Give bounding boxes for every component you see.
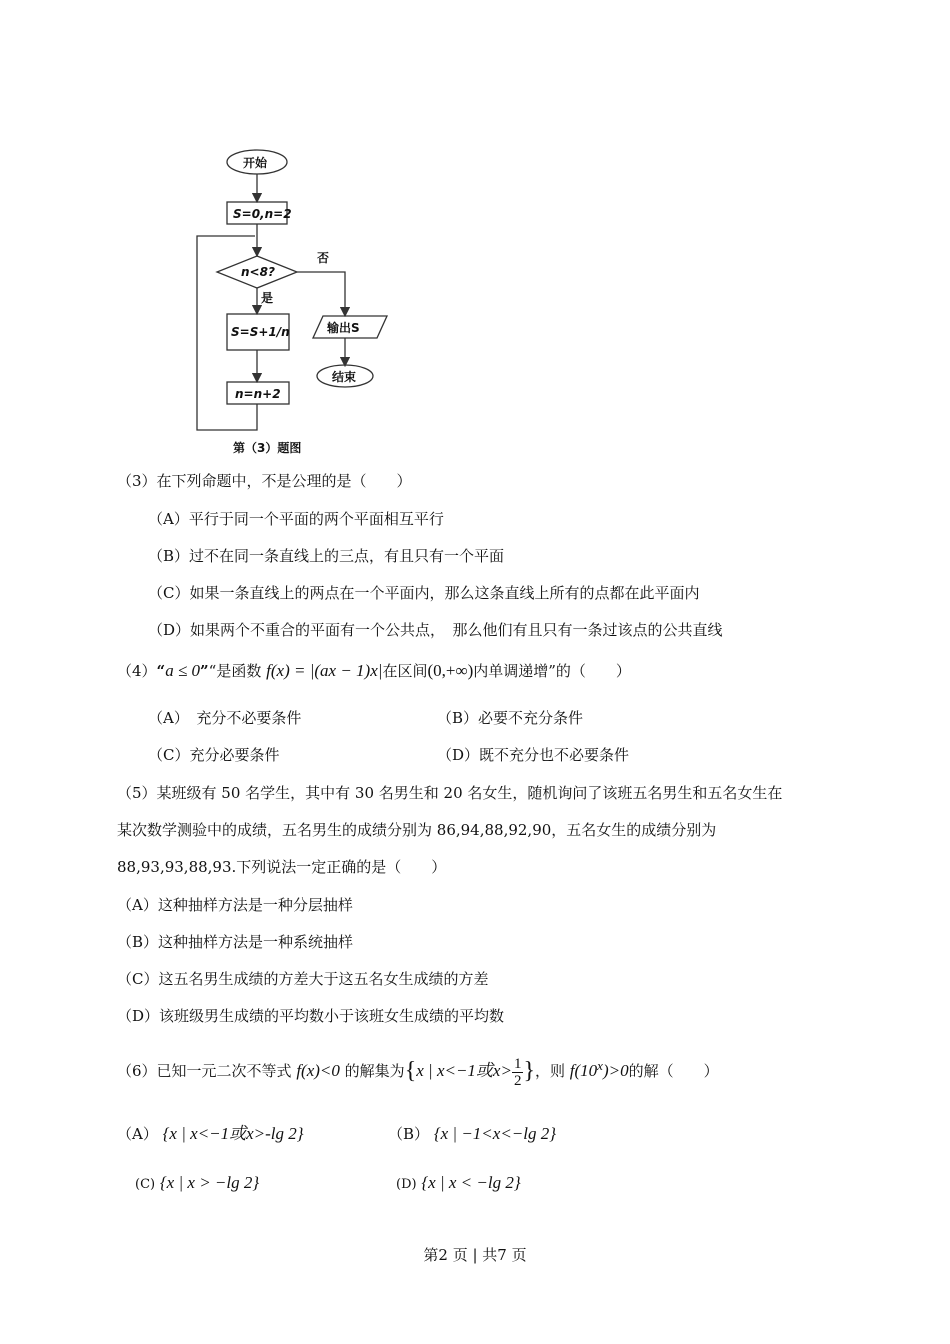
yes-label: 是 (261, 291, 274, 305)
q6-set: x | x<−1或x> (416, 1061, 512, 1080)
q5-option-a: （A）这种抽样方法是一种分层抽样 (117, 896, 353, 914)
q4-num: （4） (117, 662, 157, 680)
q6-fraction (512, 1056, 524, 1089)
q4-option-d: （D）既不充分也不必要条件 (437, 746, 630, 764)
q4-open-quote: “ (156, 662, 166, 680)
q4-close-quote: ” (200, 662, 209, 680)
q3-option-b: （B）过不在同一条直线上的三点，有且只有一个平面 (148, 547, 505, 565)
q6-stem-d: 的解（ ） (628, 1062, 719, 1080)
q3-stem: （3）在下列命题中，不是公理的是（ ） (117, 472, 412, 490)
q4-mid: “是函数 (208, 662, 262, 680)
output-label: 输出S (327, 321, 360, 335)
q6-frac-num: 1 (513, 1055, 522, 1072)
q3-option-d: （D）如果两个不重合的平面有一个公共点， 那么他们有且只有一条过该点的公共直线 (148, 621, 723, 639)
q5-option-b: （B）这种抽样方法是一种系统抽样 (117, 933, 354, 951)
cond-label: n<8? (241, 265, 275, 279)
no-label: 否 (317, 251, 330, 265)
q5-option-d: （D）该班级男生成绩的平均数小于该班女生成绩的平均数 (117, 1007, 505, 1025)
q4-tail: 内单调递增”的（ ） (473, 662, 631, 680)
q6-stem: （6）已知一元二次不等式 f(x)<0 的解集为{x | x<−1或x> $\frac{1}{2}$ }，则 $f(10^x)>0$的解（ ） (117, 1055, 719, 1089)
q6-stem-a: （6）已知一元二次不等式 (117, 1062, 292, 1080)
q4-func-body: (x) = |(ax − 1)x| (270, 661, 383, 680)
page-footer: 第2 页 | 共7 页 (423, 1246, 527, 1264)
q6-option-d (396, 1172, 521, 1196)
q6-d-label: (D) (396, 1177, 417, 1192)
flowchart-diagram (185, 140, 415, 460)
q6-c-set: {x | x > −lg 2} (159, 1173, 260, 1192)
flowchart-caption: 第（3）题图 (233, 441, 302, 455)
q3-option-c: （C）如果一条直线上的两点在一个平面内，那么这条直线上所有的点都在此平面内 (148, 584, 700, 602)
init-label: S=0,n=2 (233, 207, 292, 221)
q6-fx: f(x)<0 (296, 1061, 340, 1080)
q4-interval: (0,+∞) (427, 661, 474, 680)
q4-option-c: （C）充分必要条件 (148, 746, 280, 764)
q6-option-a (117, 1123, 304, 1145)
q4-option-b: （B）必要不充分条件 (437, 709, 584, 727)
q6-frac-den: 2 (513, 1072, 522, 1089)
q4-func-name: f (266, 661, 271, 680)
q5-option-c: （C）这五名男生成绩的方差大于这五名女生成绩的方差 (117, 970, 489, 988)
body-label: S=S+1/n (231, 325, 290, 339)
q3-option-a: （A）平行于同一个平面的两个平面相互平行 (148, 510, 444, 528)
q6-f10-tail: )>0 (602, 1061, 629, 1080)
q6-option-c (135, 1172, 259, 1196)
q6-stem-b: 的解集为 (344, 1062, 405, 1080)
q4-stem (117, 660, 631, 682)
q5-line3: 88,93,93,88,93.下列说法一定正确的是（ ） (117, 858, 447, 876)
incr-label: n=n+2 (235, 387, 281, 401)
q6-a-label: （A） (117, 1125, 158, 1143)
q6-sup: x (597, 1058, 603, 1073)
q6-f10: f(10 (569, 1061, 598, 1080)
end-label: 结束 (332, 370, 357, 384)
q4-condition: a ≤ 0 (165, 661, 201, 680)
q6-b-label: （B） (388, 1125, 430, 1143)
q6-stem-c: ，则 (534, 1062, 565, 1080)
start-label: 开始 (243, 156, 268, 170)
q4-option-a: （A） 充分不必要条件 (148, 709, 302, 727)
q6-c-label: (C) (135, 1177, 156, 1192)
q6-b-set: {x | −1<x<−lg 2} (433, 1124, 557, 1143)
q6-option-b (388, 1123, 556, 1145)
q5-line2: 某次数学测验中的成绩，五名男生的成绩分别为 86,94,88,92,90，五名女生的成绩分别为 (117, 821, 717, 839)
q6-a-set: {x | x<−1或x>-lg 2} (162, 1124, 304, 1143)
q5-line1: （5）某班级有 50 名学生，其中有 30 名男生和 20 名女生，随机询问了该班五名男生和五名女生在 (117, 784, 783, 802)
q6-d-set: {x | x < −lg 2} (421, 1173, 521, 1192)
q4-mid2: 在区间 (382, 662, 428, 680)
